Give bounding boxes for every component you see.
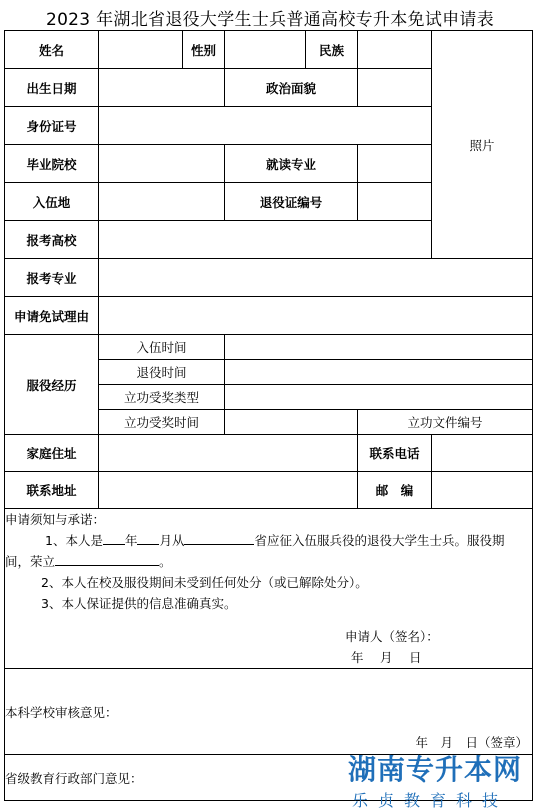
year-blank[interactable] xyxy=(103,530,125,545)
ethnicity-label: 民族 xyxy=(306,31,358,69)
target-major-field[interactable] xyxy=(99,259,533,297)
birth-date-label: 出生日期 xyxy=(5,69,99,107)
commitment-item-2: 2、本人在校及服役期间未受到任何处分（或已解除处分）。 xyxy=(41,575,368,590)
enlistment-place-field[interactable] xyxy=(99,183,225,221)
commitment-section xyxy=(5,509,533,669)
home-address-field[interactable] xyxy=(99,435,358,472)
month-blank[interactable] xyxy=(137,530,159,545)
contact-address-label: 联系地址 xyxy=(5,472,99,509)
major-studied-field[interactable] xyxy=(358,145,432,183)
applicant-date: 年 月 日 xyxy=(351,650,422,665)
discharge-cert-field[interactable] xyxy=(358,183,432,221)
postcode-label: 邮 编 xyxy=(358,472,432,509)
political-status-label: 政治面貌 xyxy=(225,69,358,107)
discharge-time-label: 退役时间 xyxy=(99,360,225,385)
birth-date-field[interactable] xyxy=(99,69,225,107)
gender-label: 性别 xyxy=(183,31,225,69)
enlist-time-label: 入伍时间 xyxy=(99,335,225,360)
commitment-item-1-cont: 间，荣立 。 xyxy=(5,551,532,572)
name-label: 姓名 xyxy=(5,31,99,69)
contact-phone-field[interactable] xyxy=(432,435,533,472)
contact-phone-label: 联系电话 xyxy=(358,435,432,472)
commitment-item-1: 1、本人是 年 月从 省应征入伍服兵役的退役大学生士兵。服役期 xyxy=(5,530,532,551)
home-address-label: 家庭住址 xyxy=(5,435,99,472)
merit-doc-label: 立功文件编号 xyxy=(358,410,533,435)
merit-blank[interactable] xyxy=(55,551,159,566)
major-studied-label: 就读专业 xyxy=(225,145,358,183)
merit-time-field[interactable] xyxy=(225,410,358,435)
service-experience-label: 服役经历 xyxy=(5,335,99,435)
school-review-section xyxy=(5,669,533,755)
ethnicity-field[interactable] xyxy=(358,31,432,69)
merit-type-label: 立功受奖类型 xyxy=(99,385,225,410)
watermark-main-text: 湖南专升本网 xyxy=(348,753,523,786)
discharge-time-field[interactable] xyxy=(225,360,533,385)
commitment-heading: 申请须知与承诺： xyxy=(5,512,106,527)
school-review-date: 年 月 日（签章） xyxy=(415,735,528,750)
province-blank[interactable] xyxy=(184,530,254,545)
enlist-time-field[interactable] xyxy=(225,335,533,360)
education-dept-label: 省级教育行政部门意见： xyxy=(5,770,143,786)
enlistment-place-label: 入伍地 xyxy=(5,183,99,221)
contact-address-field[interactable] xyxy=(99,472,358,509)
id-number-field[interactable] xyxy=(99,107,432,145)
commitment-item-3: 3、本人保证提供的信息准确真实。 xyxy=(41,596,237,611)
applicant-signature: 申请人（签名）： xyxy=(345,629,439,644)
exemption-reason-field[interactable] xyxy=(99,297,533,335)
discharge-cert-label: 退役证编号 xyxy=(225,183,358,221)
application-form xyxy=(4,30,533,801)
form-title: 2023 年湖北省退役大学生士兵普通高校专升本免试申请表 xyxy=(45,10,495,30)
name-field[interactable] xyxy=(99,31,183,69)
political-status-field[interactable] xyxy=(358,69,432,107)
school-review-label: 本科学校审核意见： xyxy=(5,704,118,720)
graduate-school-field[interactable] xyxy=(99,145,225,183)
target-school-field[interactable] xyxy=(99,221,432,259)
gender-field[interactable] xyxy=(225,31,306,69)
id-number-label: 身份证号 xyxy=(5,107,99,145)
exemption-reason-label: 申请免试理由 xyxy=(5,297,99,335)
photo-box: 照片 xyxy=(432,31,533,259)
graduate-school-label: 毕业院校 xyxy=(5,145,99,183)
postcode-field[interactable] xyxy=(432,472,533,509)
merit-type-field[interactable] xyxy=(225,385,533,410)
merit-time-label: 立功受奖时间 xyxy=(99,410,225,435)
watermark-sub-text: 乐贞教育科技 xyxy=(352,791,509,810)
watermark-logo xyxy=(348,748,538,810)
target-major-label: 报考专业 xyxy=(5,259,99,297)
target-school-label: 报考高校 xyxy=(5,221,99,259)
